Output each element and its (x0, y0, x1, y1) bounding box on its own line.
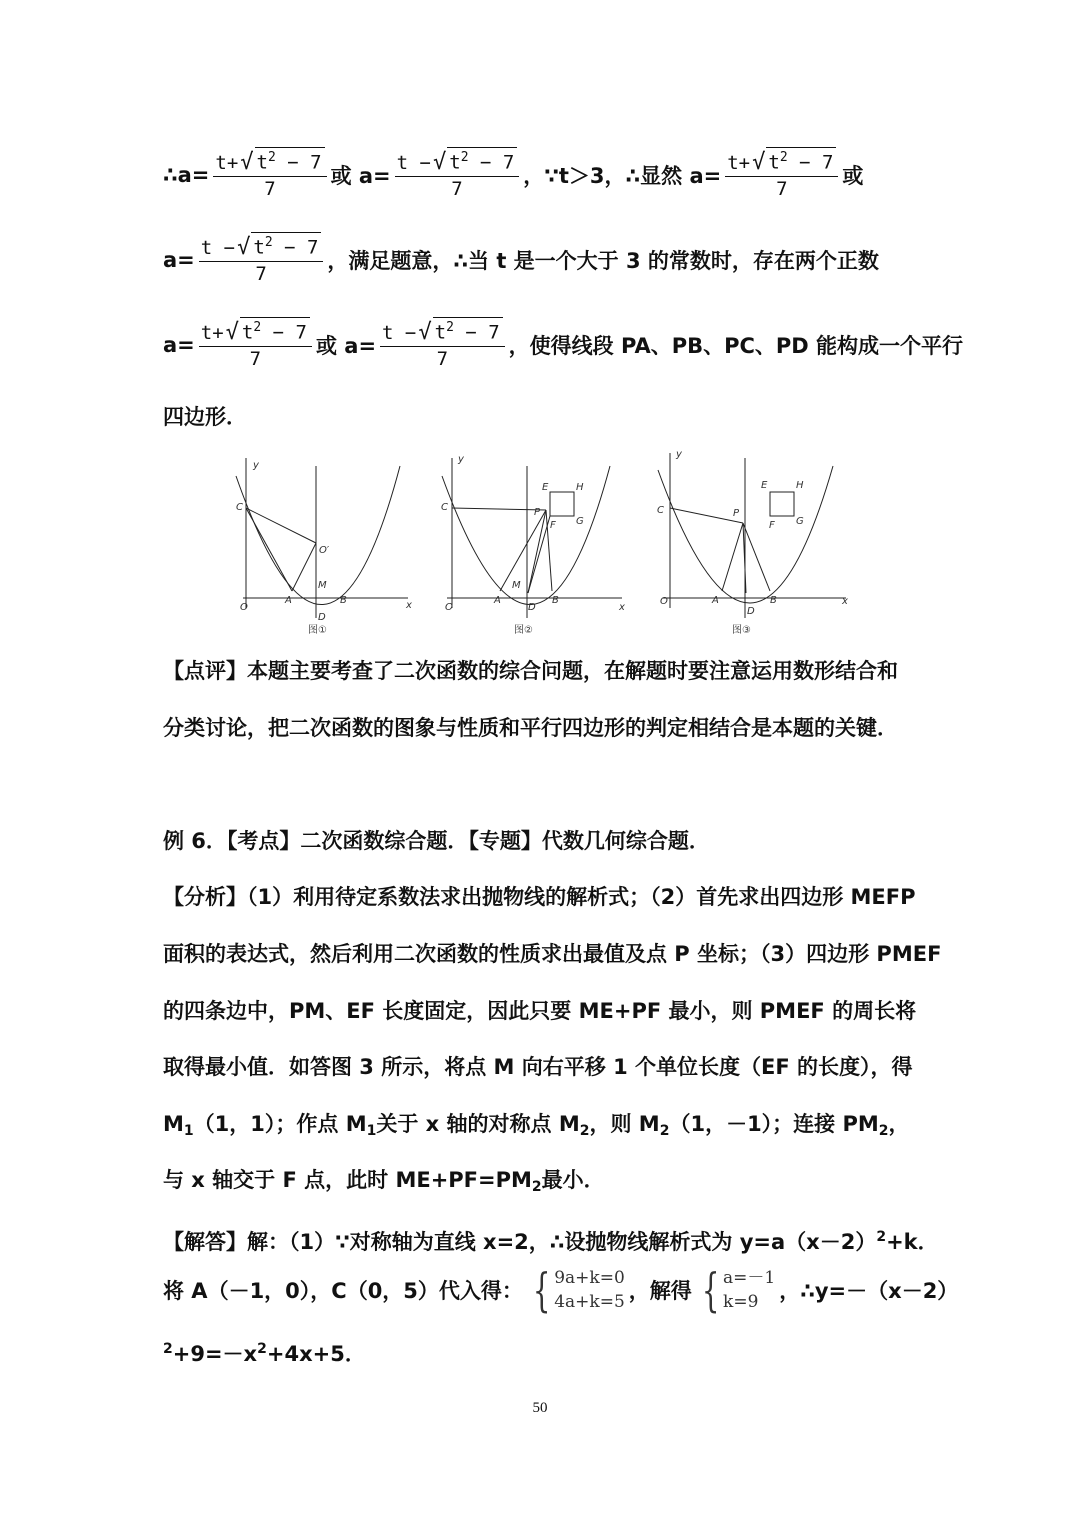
fraction-minus-1: t − √ $t^2 - 7$ 7 (395, 149, 520, 201)
comment-line-2: 分类讨论，把二次函数的图象与性质和平行四边形的判定相结合是本题的关键． (163, 716, 898, 740)
example-title: 例 6．【考点】二次函数综合题．【专题】代数几何综合题． (163, 829, 710, 853)
analysis-line-3: 的四条边中，PM、EF 长度固定，因此只要 ME+PF 最小，则 PMEF 的周长将 (163, 999, 917, 1023)
label-b: B (340, 595, 347, 606)
label-y: y (253, 460, 259, 471)
label-o: O (240, 602, 248, 613)
label-y: y (676, 449, 682, 460)
analysis-line-4: 取得最小值．如答图 3 所示，将点 M 向右平移 1 个单位长度（EF 的长度），得 (163, 1055, 913, 1079)
solution-line-3 (163, 315, 963, 375)
segment-pb (743, 523, 770, 591)
segment-co-prime (246, 508, 316, 543)
solution-line-c: $^2+9=-x^2+4x+5$． (163, 1341, 366, 1366)
label-d: D (318, 612, 326, 623)
parabola (442, 466, 610, 605)
or-a: 或 a= (315, 334, 377, 358)
or-text: 或 (842, 164, 864, 188)
label-c: C (441, 502, 448, 513)
figure-1 (228, 448, 418, 640)
solution-line-2 (163, 230, 879, 290)
label-g: G (576, 516, 584, 527)
segment-a-o-prime (292, 543, 316, 591)
label-a: A (494, 595, 501, 606)
label-g: G (796, 516, 804, 527)
fraction-minus-3: t − √ $t^2 - 7$ 7 (380, 319, 505, 371)
label-e: E (542, 482, 549, 493)
segment-fd (528, 516, 550, 593)
label-a: A (712, 595, 719, 606)
equation-system: { 9a+k=0 4a+k=5 (532, 1263, 625, 1317)
label-e: E (761, 480, 768, 491)
line3-text: ，使得线段 PA、PB、PC、PD 能构成一个平行 (508, 334, 964, 358)
caption-fig-2: 图② (514, 625, 533, 636)
label-m: M (512, 580, 521, 591)
label-d: D (747, 606, 755, 617)
fraction-minus-2: t − √ $t^2 - 7$ 7 (199, 234, 324, 286)
label-x: x (406, 600, 412, 611)
label-c: C (657, 505, 664, 516)
fraction-plus-2: t+ √ $t^2 - 7$ 7 (725, 149, 838, 201)
or-a: 或 a= (330, 164, 391, 188)
label-d: D (528, 602, 536, 613)
line4-text: 四边形． (163, 405, 247, 429)
solution-line-1 (163, 145, 863, 205)
comment-line-1: 【点评】本题主要考查了二次函数的综合问题，在解题时要注意运用数形结合和 (163, 659, 898, 683)
analysis-line-6: 与 x 轴交于 F 点，此时 $ME+PF=PM_2$最小． (163, 1168, 605, 1195)
analysis-line-2: 面积的表达式，然后利用二次函数的性质求出最值及点 P 坐标；（3）四边形 PMEF (163, 942, 942, 966)
a-equals: a= (163, 333, 195, 357)
figure-2 (432, 448, 632, 640)
square-efgh (550, 492, 574, 516)
segment-cp (452, 508, 546, 510)
label-b: B (552, 595, 559, 606)
label-c: C (236, 502, 243, 513)
label-b: B (770, 595, 777, 606)
square-efgh (770, 492, 794, 516)
label-o: O (445, 602, 453, 613)
therefore-a: ∴a= (163, 163, 210, 187)
segment-pd (528, 510, 546, 593)
label-f: F (550, 520, 556, 531)
label-p: P (534, 507, 541, 518)
label-p: P (733, 508, 740, 519)
label-y: y (458, 454, 464, 465)
label-x: x (842, 596, 848, 607)
fraction-plus-3: t+ √ $t^2 - 7$ 7 (199, 319, 312, 371)
label-a: A (285, 595, 292, 606)
solution-line-b: 将 A（－1，0），C（0，5）代入得： { 9a+k=0 4a+k=5 ，解得 { a=－1 k=9 ，∴y=－（x－2） (163, 1263, 959, 1317)
label-h: H (576, 482, 584, 493)
page-number: 50 (532, 1400, 548, 1416)
label-f: F (769, 520, 775, 531)
segment-pa (722, 523, 743, 591)
segment-ca (246, 508, 292, 591)
segment-pa (500, 510, 546, 591)
line2-text: ，满足题意，∴当 t 是一个大于 3 的常数时，存在两个正数 (327, 249, 879, 273)
caption-fig-1: 图① (308, 625, 327, 636)
label-m: M (318, 580, 327, 591)
analysis-line-5: $M_1(1$，1）；作点 $M_1$关于 x 轴的对称点 $M_2$，则 $M_2(1$，－1）；连接 $PM_2$， (163, 1112, 910, 1139)
solution-line-a: 【解答】解：（1）∵对称轴为直线 x=2，∴设抛物线解析式为 $y=a(x-2)^2+k$． (163, 1229, 939, 1254)
label-o: O (660, 596, 668, 607)
caption-fig-3: 图③ (732, 625, 751, 636)
condition-text: ，∵t＞3，∴显然 a= (523, 164, 722, 188)
label-x: x (619, 602, 625, 613)
analysis-line-1: 【分析】（1）利用待定系数法求出抛物线的解析式；（2）首先求出四边形 MEFP (163, 885, 916, 909)
label-h: H (796, 480, 804, 491)
solution-system: { a=－1 k=9 (701, 1263, 776, 1317)
a-equals: a= (163, 248, 195, 272)
fraction-plus-1: t+ √ $t^2 - 7$ 7 (213, 149, 326, 201)
figure-3 (648, 448, 853, 640)
label-o-prime: O′ (319, 545, 330, 556)
